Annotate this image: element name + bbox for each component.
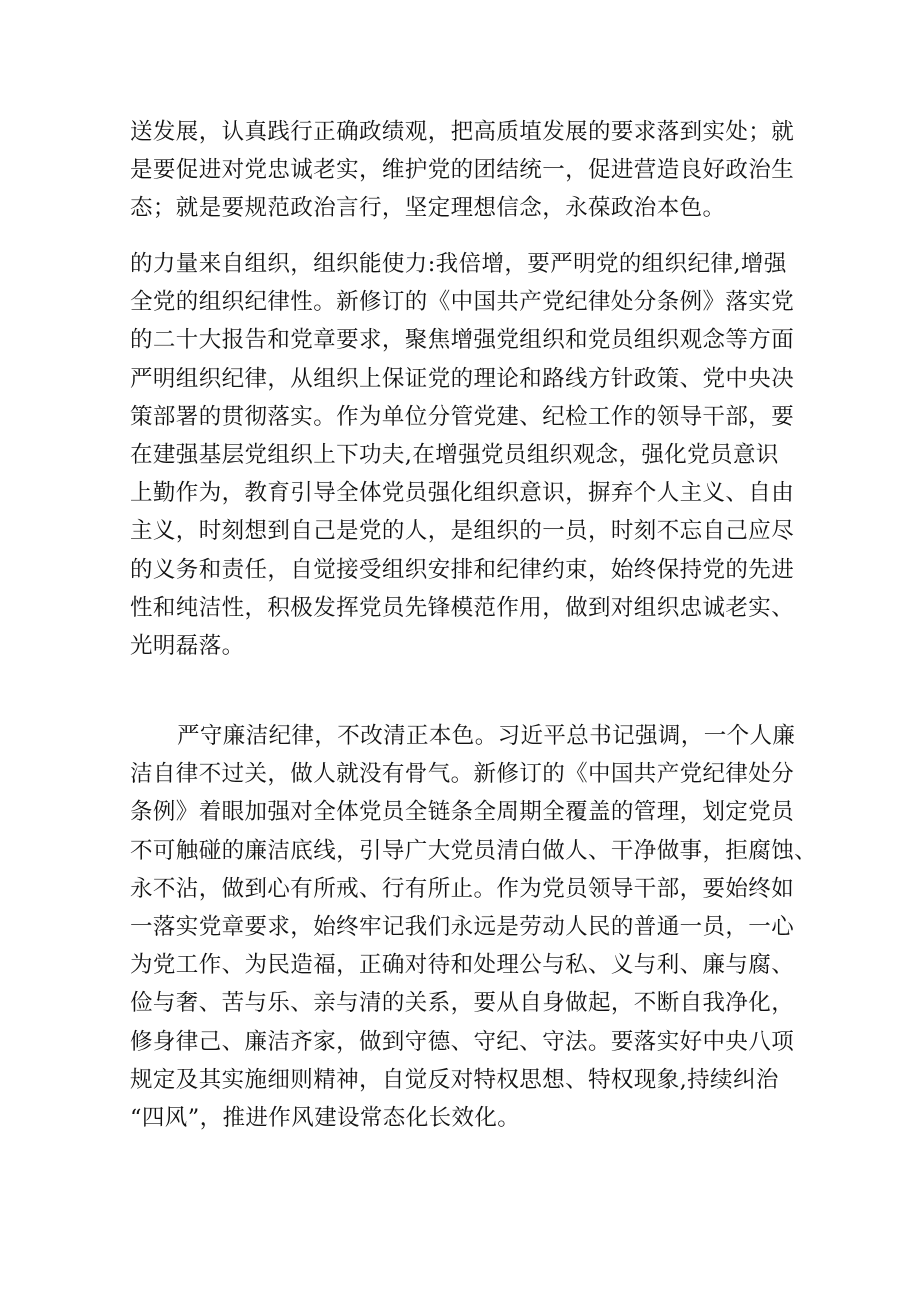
- text-line: 的二十大报告和党章要求，聚焦增强党组织和党员组织观念等方面: [130, 327, 795, 354]
- text-line: 在建强基层党组织上下功夫,在增强党员组织观念，强化党员意识: [130, 441, 779, 468]
- text-line: 态；就是要规范政治言行，坚定理想信念，永葆政治本色。: [130, 195, 726, 222]
- text-line: 性和纯洁性，积极发挥党员先锋模范作用，做到对组织忠诚老实、: [130, 594, 795, 621]
- text-line: 策部署的贯彻落实。作为单位分管党建、纪检工作的领导干部，要: [130, 403, 795, 430]
- paragraph-continuation: [130, 113, 810, 228]
- text-line: 俭与奢、苦与乐、亲与清的关系，要从自身做起，不断自我净化，: [130, 990, 795, 1017]
- text-line: 主义，时刻想到自己是党的人，是组织的一员，时刻不忘自己应尽: [130, 518, 795, 545]
- text-line: 不可触碰的廉洁底线，引导广大党员清白做人、干净做事，拒腐蚀、: [130, 837, 818, 864]
- text-line: 严守廉洁纪律，不改清正本色。习近平总书记强调，一个人廉: [177, 723, 796, 749]
- paragraph-organization-discipline: [130, 245, 810, 665]
- text-line: “四风”，推进作风建设常态化长效化。: [130, 1104, 521, 1131]
- text-line: 光明磊落。: [130, 632, 245, 659]
- text-line: 严明组织纪律，从组织上保证党的理论和路线方针政策、党中央决: [130, 365, 795, 392]
- text-line: 洁自律不过关，做人就没有骨气。新修订的《中国共产党纪律处分: [130, 761, 795, 788]
- text-line: 的义务和责任，自觉接受组织安排和纪律约束，始终保持党的先进: [130, 556, 795, 583]
- text-line: 是要促进对党忠诚老实，维护党的团结统一，促进营造良好政治生: [130, 157, 795, 184]
- text-line: 规定及其实施细则精神，自觉反对特权思想、特权现象,持续纠治: [130, 1066, 779, 1093]
- paragraph-integrity-discipline: [130, 717, 818, 1137]
- text-line: 永不沾，做到心有所戒、行有所止。作为党员领导干部，要始终如: [130, 875, 795, 902]
- text-line: 送发展，认真践行正确政绩观，把高质埴发展的要求落到实处；就: [130, 119, 795, 145]
- text-line: 一落实党章要求，始终牢记我们永远是劳动人民的普通一员，一心: [130, 913, 795, 940]
- text-line: 上勤作为，教育引导全体党员强化组织意识，摒弃个人主义、自由: [130, 480, 795, 507]
- text-line: 条例》着眼加强对全体党员全链条全周期全覆盖的管理，划定党员: [130, 799, 795, 826]
- text-line: 修身律己、廉洁齐家，做到守德、守纪、守法。要落实好中央八项: [130, 1028, 795, 1055]
- text-line: 为党工作、为民造福，正确对待和处理公与私、义与利、廉与腐、: [130, 952, 795, 979]
- text-line: 全党的组织纪律性。新修订的《中国共产党纪律处分条例》落实党: [130, 289, 795, 316]
- text-line: 的力量来自组织，组织能使力:我倍增，要严明党的组织纪律,增强: [130, 251, 787, 277]
